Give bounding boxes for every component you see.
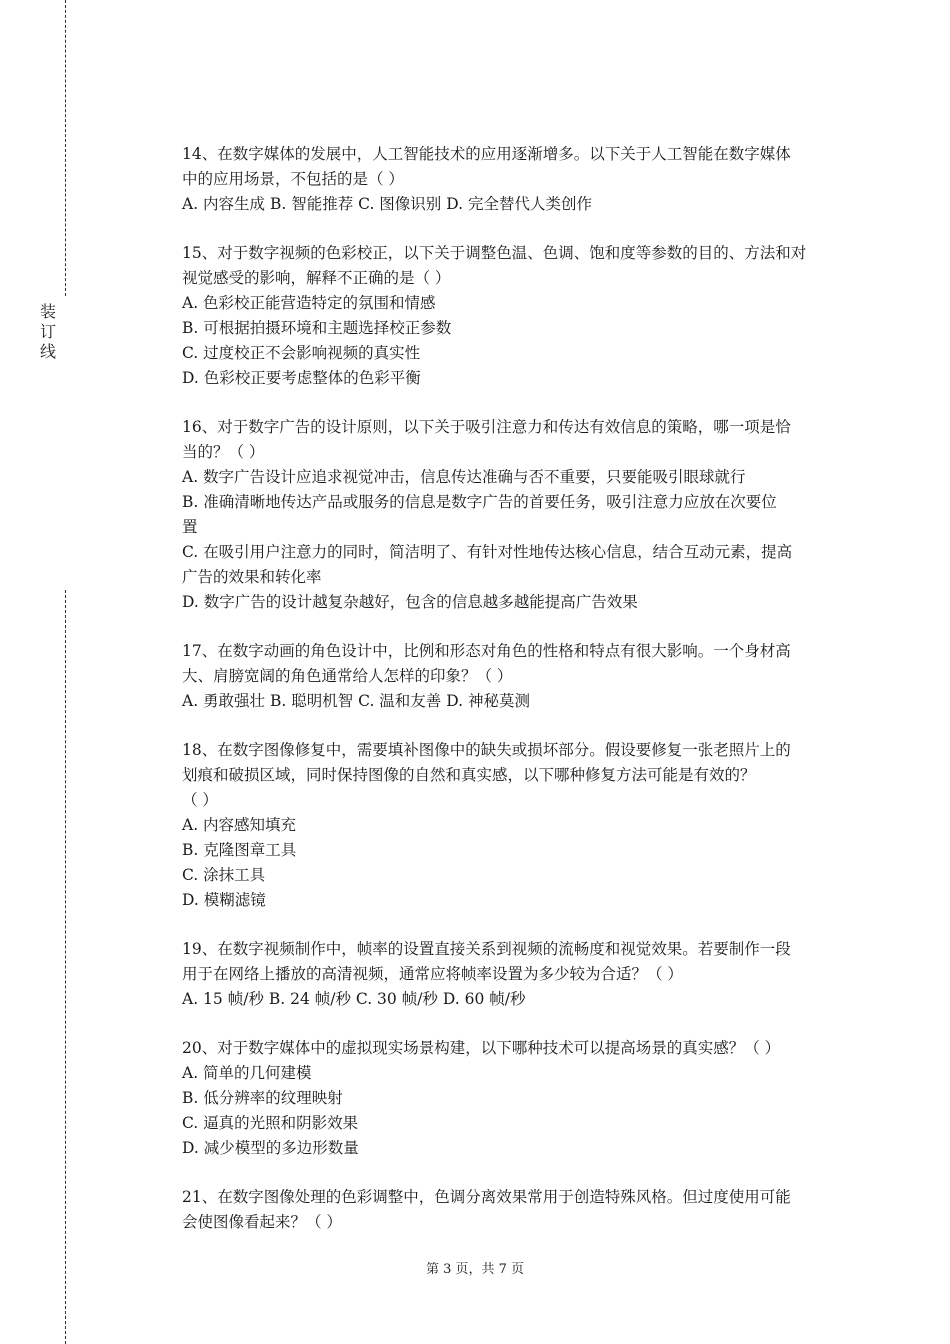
option-c: C. 在吸引用户注意力的同时，简洁明了、有针对性地传达核心信息，结合互动元素，提高 <box>182 543 793 561</box>
option-a: A. 内容感知填充 <box>182 816 297 834</box>
question-options-inline: A. 勇敢强壮 B. 聪明机智 C. 温和友善 D. 神秘莫测 <box>182 692 530 710</box>
question-stem-line: 21、在数字图像处理的色彩调整中，色调分离效果常用于创造特殊风格。但过度使用可能 <box>182 1188 791 1206</box>
option-a: A. 数字广告设计应追求视觉冲击，信息传达准确与否不重要，只要能吸引眼球就行 <box>182 468 746 486</box>
binding-line-top <box>65 0 66 296</box>
question-stem-line: 会使图像看起来？（ ） <box>182 1213 342 1231</box>
option-d: D. 色彩校正要考虑整体的色彩平衡 <box>182 369 421 387</box>
option-b: B. 低分辨率的纹理映射 <box>182 1089 343 1107</box>
binding-label <box>38 302 58 362</box>
option-b: B. 可根据拍摄环境和主题选择校正参数 <box>182 319 452 337</box>
question-stem-line: 19、在数字视频制作中，帧率的设置直接关系到视频的流畅度和视觉效果。若要制作一段 <box>182 940 791 958</box>
question-stem-line: 15、对于数字视频的色彩校正，以下关于调整色温、色调、饱和度等参数的目的、方法和对 <box>182 244 807 262</box>
question-stem-line: 大、肩膀宽阔的角色通常给人怎样的印象？（ ） <box>182 667 513 685</box>
option-b: B. 准确清晰地传达产品或服务的信息是数字广告的首要任务，吸引注意力应放在次要位 <box>182 493 777 511</box>
question-list <box>182 142 838 1259</box>
option-a: A. 色彩校正能营造特定的氛围和情感 <box>182 294 436 312</box>
question-21 <box>182 1185 838 1235</box>
question-stem-line: 中的应用场景，不包括的是（ ） <box>182 170 404 188</box>
question-options-inline: A. 内容生成 B. 智能推荐 C. 图像识别 D. 完全替代人类创作 <box>182 195 592 213</box>
question-stem-line: 18、在数字图像修复中，需要填补图像中的缺失或损坏部分。假设要修复一张老照片上的 <box>182 741 791 759</box>
question-stem-line: 划痕和破损区域，同时保持图像的自然和真实感，以下哪种修复方法可能是有效的？ <box>182 766 756 784</box>
question-20 <box>182 1036 838 1161</box>
question-18 <box>182 738 838 913</box>
page-number: 第 3 页，共 7 页 <box>425 1262 525 1277</box>
question-14 <box>182 142 838 217</box>
option-c: C. 涂抹工具 <box>182 866 266 884</box>
option-d: D. 模糊滤镜 <box>182 891 266 909</box>
option-c: C. 逼真的光照和阴影效果 <box>182 1114 359 1132</box>
question-options-inline: A. 15 帧/秒 B. 24 帧/秒 C. 30 帧/秒 D. 60 帧/秒 <box>182 990 526 1008</box>
option-b-continued: 置 <box>182 518 198 536</box>
question-16 <box>182 415 838 615</box>
question-stem-line: 20、对于数字媒体中的虚拟现实场景构建，以下哪种技术可以提高场景的真实感？（ ） <box>182 1039 781 1057</box>
question-stem-line: 当的？（ ） <box>182 443 265 461</box>
question-stem-line: 视觉感受的影响，解释不正确的是（ ） <box>182 269 451 287</box>
option-d: D. 减少模型的多边形数量 <box>182 1139 359 1157</box>
question-stem-line: 用于在网络上播放的高清视频，通常应将帧率设置为多少较为合适？（ ） <box>182 965 683 983</box>
binding-line-bottom <box>65 590 66 1344</box>
binding-char: 线 <box>39 342 56 361</box>
question-19 <box>182 937 838 1012</box>
question-15 <box>182 241 838 391</box>
option-d: D. 数字广告的设计越复杂越好，包含的信息越多越能提高广告效果 <box>182 593 638 611</box>
question-17 <box>182 639 838 714</box>
option-c-continued: 广告的效果和转化率 <box>182 568 322 586</box>
question-stem-line: （ ） <box>182 791 218 809</box>
binding-char: 订 <box>39 322 56 341</box>
question-stem-line: 16、对于数字广告的设计原则，以下关于吸引注意力和传达有效信息的策略，哪一项是恰 <box>182 418 791 436</box>
binding-char: 装 <box>39 302 56 321</box>
question-stem-line: 17、在数字动画的角色设计中，比例和形态对角色的性格和特点有很大影响。一个身材高 <box>182 642 791 660</box>
option-c: C. 过度校正不会影响视频的真实性 <box>182 344 421 362</box>
option-a: A. 简单的几何建模 <box>182 1064 312 1082</box>
question-stem-line: 14、在数字媒体的发展中，人工智能技术的应用逐渐增多。以下关于人工智能在数字媒体 <box>182 145 791 163</box>
option-b: B. 克隆图章工具 <box>182 841 297 859</box>
